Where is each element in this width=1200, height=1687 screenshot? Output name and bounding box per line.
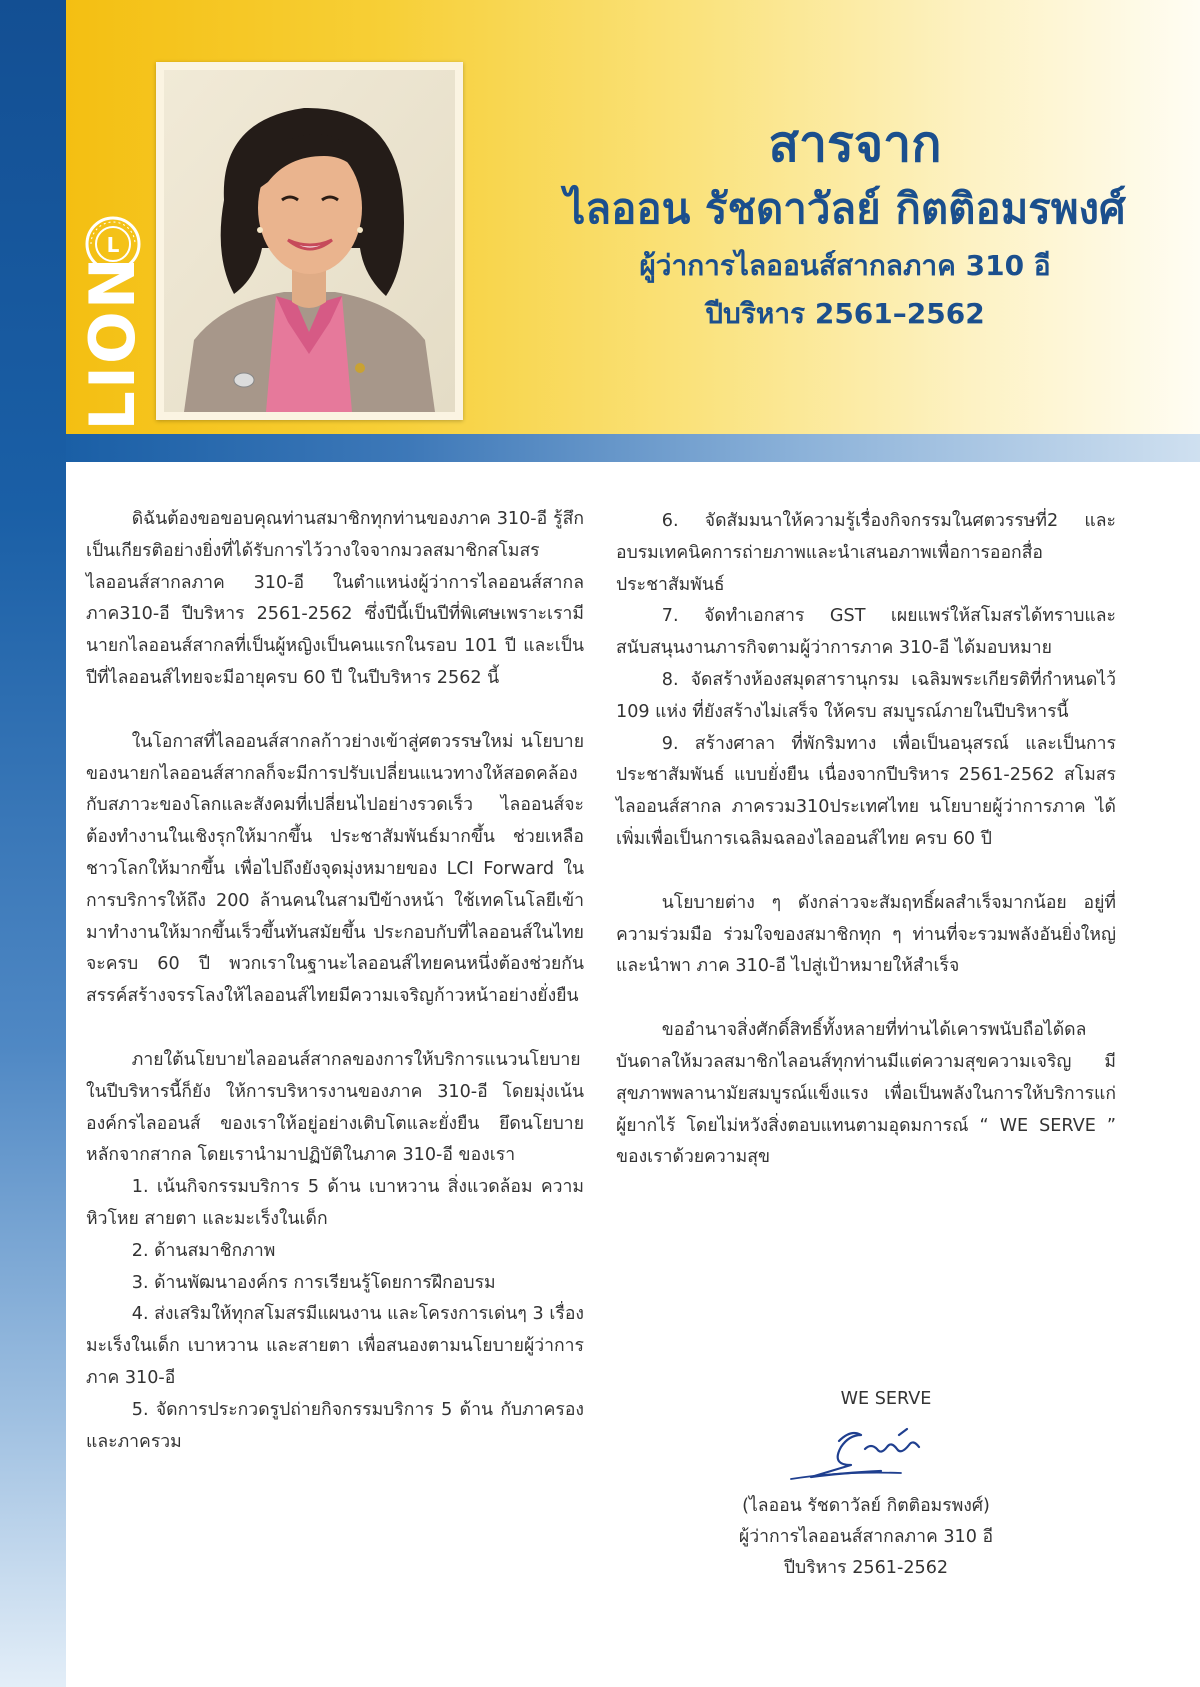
handwritten-signature (781, 1421, 951, 1483)
svg-text:L: L (106, 233, 120, 257)
header-titles (470, 112, 1200, 338)
paragraph-blessing: ขออำนาจสิ่งศักดิ์สิทธิ์ทั้งหลายที่ท่านได้เคารพนับถือได้ดลบันดาลให้มวลสมาชิกไลอนส์ทุกท่านมีแต่ความสุขความเจริญ มีสุขภาพพลานามัยสมบูรณ์แข็งแรง เพื่อเป็นพลังในการให้บริการแก่ผู้ยากไร้ โดยไม่หวังสิ่งตอบแทนตามอุดมการณ์ “ WE SERVE ” ของเราด้วยความสุข (616, 1020, 1116, 1168)
page-title: สารจาก (768, 115, 942, 173)
policy-item-4: 4. ส่งเสริมให้ทุกสโมสรมีแผนงาน และโครงการเด่นๆ 3 เรื่อง มะเร็งในเด็ก เบาหวาน และสายตา เพื่อสนองตามนโยบายผู้ว่าการภาค 310-อี (86, 1304, 584, 1388)
paragraph-new-century: ในโอกาสที่ไลออนส์สากลก้าวย่างเข้าสู่ศตวรรษใหม่ นโยบายของนายกไลออนส์สากลก็จะมีการปรับเปลี่ยนแนวทางให้สอดคล้องกับสภาวะของโลกและสังคมที่เปลี่ยนไปอย่างรวดเร็ว ไลออนส์จะต้องทำงานในเชิงรุกให้มากขึ้น ประชาสัมพันธ์มากขึ้น ช่วยเหลือชาวโลกให้มากขึ้น เพื่อไปถึงยังจุดมุ่งหมายของ LCI Forward ในการบริการให้ถึง 200 ล้านคนในสามปีข้างหน้า ใช้เทคโนโลยีเข้ามาทำงานให้มากขึ้นเร็วขึ้นทันสมัยขึ้น ประกอบกับที่ไลออนส์ในไทยจะครบ 60 ปี พวกเราในฐานะไลออนส์ไทยคนหนึ่งต้องช่วยกันสรรค์สร้างจรรโลงให้ไลออนส์ไทยมีความเจริญก้าวหน้าอย่างยั่งยืน (86, 731, 584, 1007)
signature-block (616, 1384, 1116, 1584)
signatory-position: ผู้ว่าการไลออนส์สากลภาค 310 อี (738, 1527, 994, 1547)
policy-item-6: 6. จัดสัมมนาให้ความรู้เรื่องกิจกรรมในศตวรรษที่2 และอบรมเทคนิคการถ่ายภาพและนำเสนอภาพเพื่อการออกสื่อประชาสัมพันธ์ (616, 511, 1116, 595)
motto-we-serve: WE SERVE (840, 1389, 932, 1409)
paragraph-policy-outcome: นโยบายต่าง ๆ ดังกล่าวจะสัมฤทธิ์ผลสำเร็จมากน้อย อยู่ที่ความร่วมมือ ร่วมใจของสมาชิกทุก ๆ ท่านที่จะรวมพลังอันยิ่งใหญ่และนำพา ภาค 310-อี ไปสู่เป้าหมายให้สำเร็จ (616, 892, 1116, 977)
policy-item-2: 2. ด้านสมาชิกภาพ (131, 1240, 276, 1261)
portrait-photo (156, 62, 463, 420)
paragraph-gratitude: ดิฉันต้องขอขอบคุณท่านสมาชิกทุกท่านของภาค 310-อี รู้สึกเป็นเกียรติอย่างยิ่งที่ได้รับการไว้วางใจจากมวลสมาชิกสโมสรไลออนส์สากลภาค 310-อี ในตำแหน่งผู้ว่าการไลออนส์สากลภาค310-อี ปีบริหาร 2561-2562 ซึ่งปีนี้เป็นปีที่พิเศษเพราะเรามีนายกไลออนส์สากลที่เป็นผู้หญิงเป็นคนแรกในรอบ 101 ปี และเป็นปีที่ไลออนส์ไทยจะมีอายุครบ 60 ปี ในปีบริหาร 2562 นี้ (86, 509, 584, 688)
portrait-illustration (164, 70, 455, 412)
policy-item-1: 1. เน้นกิจกรรมบริการ 5 ด้าน เบาหวาน สิ่งแวดล้อม ความหิวโหย สายตา และมะเร็งในเด็ก (86, 1177, 584, 1229)
term-of-office: ปีบริหาร 2561–2562 (705, 297, 985, 330)
signatory-term: ปีบริหาร 2561-2562 (783, 1558, 949, 1578)
policy-item-7: 7. จัดทำเอกสาร GST เผยแพร่ให้สโมสรได้ทราบและสนับสนุนงานภารกิจตามผู้ว่าการภาค 310-อี ได้มอบหมาย (616, 606, 1116, 659)
body-right-column (616, 506, 1116, 1174)
policy-item-3: 3. ด้านพัฒนาองค์กร การเรียนรู้โดยการฝึกอบรม (131, 1272, 496, 1293)
author-position: ผู้ว่าการไลออนส์สากลภาค 310 อี (639, 249, 1051, 282)
body-left-column (86, 504, 584, 1458)
policy-item-8: 8. จัดสร้างห้องสมุดสารานุกรม เฉลิมพระเกียรติที่กำหนดไว้ 109 แห่ง ที่ยังสร้างไม่เสร็จ ให้ครบ สมบูรณ์ภายในปีบริหารนี้ (616, 669, 1116, 722)
paragraph-policy-intro: ภายใต้นโยบายไลออนส์สากลของการให้บริการแนวนโยบายในปีบริหารนี้ก็ยัง ให้การบริหารงานของภาค 310-อี โดยมุ่งเน้นองค์กรไลออนส์ ของเราให้อยู่อย่างเติบโตและยั่งยืน ยึดนโยบายหลักจากสากล โดยเรานำมาปฏิบัติในภาค 310-อี ของเรา (86, 1049, 584, 1166)
signatory-name: (ไลออน รัชดาวัลย์ กิตติอมรพงศ์) (742, 1496, 990, 1516)
policy-item-5: 5. จัดการประกวดรูปถ่ายกิจกรรมบริการ 5 ด้าน กับภาครองและภาครวม (86, 1399, 584, 1452)
author-name: ไลออน รัชดาวัลย์ กิตติอมรพงศ์ (564, 184, 1126, 233)
header-blue-stripe (66, 434, 1200, 462)
policy-item-9: 9. สร้างศาลา ที่พักริมทาง เพื่อเป็นอนุสรณ์ และเป็นการประชาสัมพันธ์ แบบยั่งยืน เนื่องจากปีบริหาร 2561-2562 สโมสรไลออนส์สากล ภาครวม310ประเทศไทย นโยบายผู้ว่าการภาค ได้เพิ่มเพื่อเป็นการเฉลิมฉลองไลออนส์ไทย ครบ 60 ปี (616, 733, 1116, 849)
left-blue-band (0, 0, 66, 1687)
lion-wordmark: LION (76, 255, 149, 431)
